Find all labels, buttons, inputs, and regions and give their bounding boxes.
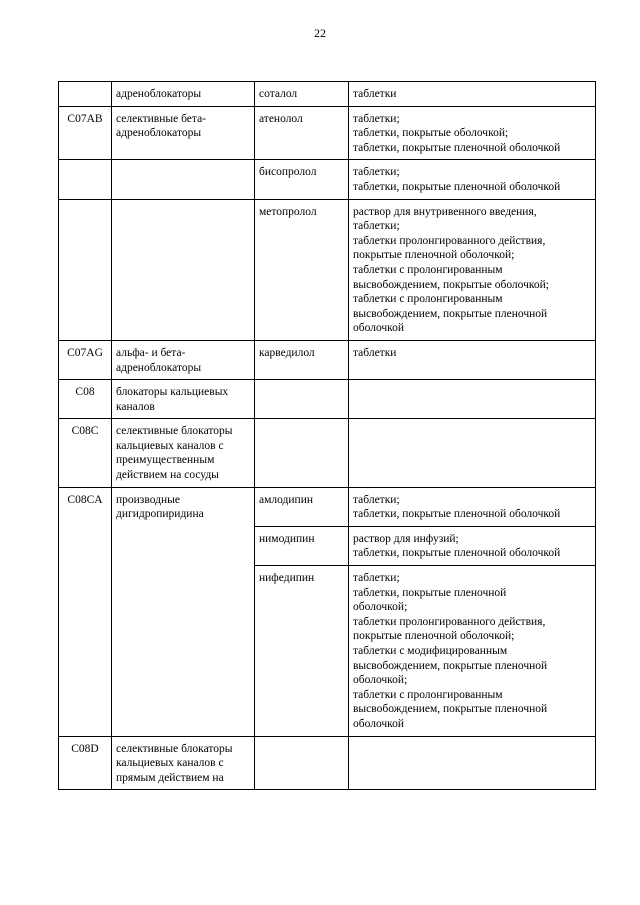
dosage-form-line: таблетки; <box>353 220 400 233</box>
atc-code-cell <box>59 82 112 107</box>
drug-name-cell: атенолол <box>255 106 349 160</box>
drug-name-cell: бисопролол <box>255 160 349 199</box>
drug-table <box>58 81 596 790</box>
dosage-form-cell <box>349 340 596 379</box>
table-row <box>59 160 596 199</box>
dosage-form-line: раствор для внутривенного введения, <box>353 205 537 218</box>
dosage-form-cell <box>349 526 596 565</box>
dosage-form-cell <box>349 82 596 107</box>
atc-code-cell: C08C <box>59 419 112 487</box>
drug-name-cell: нимодипин <box>255 526 349 565</box>
dosage-form-line: раствор для инфузий; <box>353 532 459 545</box>
dosage-form-line: таблетки пролонгированного действия, <box>353 615 546 628</box>
group-line: преимущественным <box>116 454 215 467</box>
drug-name-cell <box>255 419 349 487</box>
dosage-form-cell <box>349 566 596 737</box>
page-number: 22 <box>314 26 326 40</box>
group-cell <box>112 419 255 487</box>
table-row <box>59 82 596 107</box>
dosage-form-line: оболочкой <box>353 717 405 730</box>
table-row <box>59 419 596 487</box>
dosage-form-line: таблетки, покрытые пленочной оболочкой <box>353 508 561 521</box>
drug-name-cell: нифедипин <box>255 566 349 737</box>
dosage-form-line: оболочкой; <box>353 674 408 687</box>
dosage-form-line: таблетки с пролонгированным <box>353 293 503 306</box>
group-line: дигидропиридина <box>116 508 204 521</box>
drug-name-cell: метопролол <box>255 199 349 340</box>
table-row <box>59 380 596 419</box>
group-line: адреноблокаторы <box>116 361 202 374</box>
drug-name-cell: карведилол <box>255 340 349 379</box>
dosage-form-line: покрытые пленочной оболочкой; <box>353 249 515 262</box>
atc-code-cell: C08 <box>59 380 112 419</box>
group-line: кальциевых каналов с <box>116 757 224 770</box>
group-cell <box>112 160 255 199</box>
dosage-form-line: таблетки, покрытые пленочной оболочкой <box>353 180 561 193</box>
group-line: производные <box>116 493 180 506</box>
dosage-form-line: таблетки с пролонгированным <box>353 688 503 701</box>
group-line: адреноблокаторы <box>116 127 202 140</box>
group-line: каналов <box>116 400 155 413</box>
dosage-form-line: таблетки пролонгированного действия, <box>353 234 546 247</box>
dosage-form-cell <box>349 106 596 160</box>
dosage-form-line: высвобождением, покрытые пленочной <box>353 307 548 320</box>
dosage-form-line: таблетки; <box>353 112 400 125</box>
group-cell <box>112 736 255 790</box>
drug-name-cell: соталол <box>255 82 349 107</box>
dosage-form-line: покрытые пленочной оболочкой; <box>353 630 515 643</box>
atc-code-cell: C08CA <box>59 487 112 736</box>
dosage-form-line: таблетки; <box>353 166 400 179</box>
group-cell <box>112 199 255 340</box>
group-line: селективные бета- <box>116 112 207 125</box>
table-row <box>59 340 596 379</box>
table-row <box>59 199 596 340</box>
table-row <box>59 106 596 160</box>
dosage-form-cell <box>349 160 596 199</box>
dosage-form-line: таблетки <box>353 88 397 100</box>
drug-table-body <box>59 82 596 790</box>
dosage-form-line: высвобождением, покрытые оболочкой; <box>353 278 549 291</box>
dosage-form-line: таблетки; <box>353 493 400 506</box>
dosage-form-line: таблетки, покрытые пленочной оболочкой <box>353 141 561 154</box>
group-line: действием на сосуды <box>116 469 219 482</box>
atc-code-cell: C07AG <box>59 340 112 379</box>
dosage-form-line: таблетки <box>353 346 397 359</box>
group-line: альфа- и бета- <box>116 346 186 359</box>
table-row <box>59 736 596 790</box>
group-line: кальциевых каналов с <box>116 439 224 452</box>
group-cell <box>112 106 255 160</box>
dosage-form-line: таблетки с модифицированным <box>353 645 508 657</box>
drug-name-cell: амлодипин <box>255 487 349 526</box>
group-line: прямым действием на <box>116 771 224 784</box>
group-line: селективные блокаторы <box>116 742 233 755</box>
atc-code-cell: C07AB <box>59 106 112 160</box>
dosage-form-cell <box>349 487 596 526</box>
dosage-form-cell <box>349 419 596 487</box>
group-line: адреноблокаторы <box>116 88 202 100</box>
atc-code-cell <box>59 199 112 340</box>
atc-code-cell: C08D <box>59 736 112 790</box>
drug-name-cell <box>255 380 349 419</box>
group-cell <box>112 380 255 419</box>
dosage-form-line: таблетки с пролонгированным <box>353 263 503 276</box>
atc-code-cell <box>59 160 112 199</box>
dosage-form-line: таблетки, покрытые оболочкой; <box>353 127 509 140</box>
dosage-form-line: таблетки, покрытые пленочной оболочкой <box>353 547 561 560</box>
group-line: селективные блокаторы <box>116 425 233 438</box>
group-cell <box>112 340 255 379</box>
drug-name-cell <box>255 736 349 790</box>
dosage-form-line: таблетки, покрытые пленочной <box>353 586 507 599</box>
table-row <box>59 487 596 526</box>
dosage-form-cell <box>349 380 596 419</box>
dosage-form-line: таблетки; <box>353 572 400 585</box>
dosage-form-cell <box>349 736 596 790</box>
group-line: блокаторы кальциевых <box>116 386 229 399</box>
group-cell <box>112 487 255 736</box>
dosage-form-line: высвобождением, покрытые пленочной <box>353 703 548 716</box>
dosage-form-line: оболочкой; <box>353 601 408 614</box>
dosage-form-line: высвобождением, покрытые пленочной <box>353 659 548 672</box>
dosage-form-line: оболочкой <box>353 322 405 335</box>
dosage-form-cell <box>349 199 596 340</box>
group-cell <box>112 82 255 107</box>
